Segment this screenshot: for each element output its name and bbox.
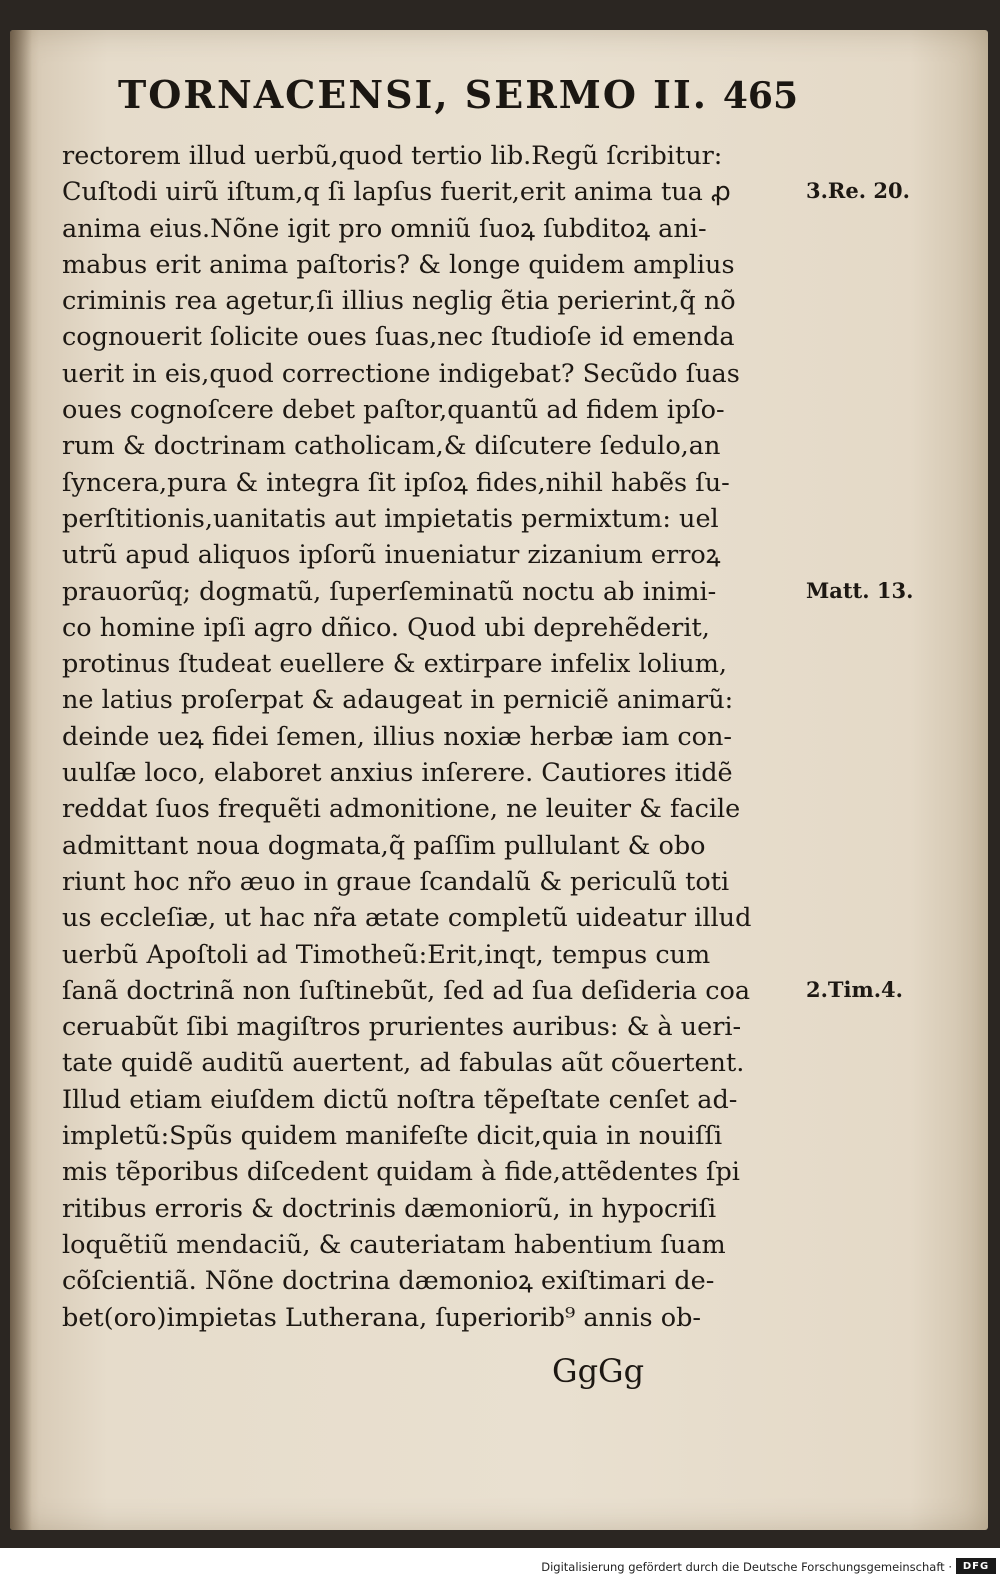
text-line: oues cognoſcere debet paſtor,quantũ ad fidem ipſo- (62, 395, 725, 426)
text-line: us eccleſiæ, ut hac nr̃a ætate completũ uideatur illud (62, 903, 752, 934)
text-line: Cuſtodi uirũ iſtum,q ſi lapſus fuerit,erit anima tua ꝓ (62, 177, 731, 208)
text-line: deinde ueꝝ fidei ſemen, illius noxiæ herbæ iam con- (62, 721, 733, 752)
text-line: perſtitionis,uanitatis aut impietatis permixtum: uel (62, 503, 719, 534)
body-text (62, 138, 802, 1336)
text-line: uerbũ Apoſtoli ad Timotheũ:Erit,inqt, tempus cum (62, 939, 711, 970)
footer-bar (0, 1548, 1000, 1593)
text-line: uerit in eis,quod correctione indigebat? Secũdo ſuas (62, 358, 740, 389)
text-line: prauorũq; dogmatũ, ſuperſeminatũ noctu ab inimi- (62, 576, 717, 607)
text-line: ſyncera,pura & integra ſit ipſoꝝ fides,nihil habẽs ſu- (62, 467, 730, 498)
text-line: rectorem illud uerbũ,quod tertio lib.Regũ ſcribitur: (62, 141, 723, 171)
text-line: ne latius proſerpat & adaugeat in perniciẽ animarũ: (62, 685, 734, 716)
text-line: ritibus erroris & doctrinis dæmoniorũ, in hypocriſi (62, 1193, 717, 1224)
text-line: rum & doctrinam catholicam,& diſcutere ſedulo,an (62, 431, 721, 462)
text-line: criminis rea agetur,ſi illius neglig ẽtia perierint,q̃ nõ (62, 286, 736, 317)
text-line: riunt hoc nr̃o æuo in graue ſcandalũ & periculũ toti (62, 866, 730, 897)
text-line: reddat ſuos frequẽti admonitione, ne leuiter & facile (62, 794, 741, 825)
margin-note: 3.Re. 20. (806, 178, 910, 204)
text-line: protinus ſtudeat euellere & extirpare infelix lolium, (62, 649, 727, 680)
text-line: mabus erit anima paſtoris? & longe quidem amplius (62, 249, 735, 280)
dfg-logo: DFG (956, 1558, 996, 1574)
text-line: ſanã doctrinã non ſuſtinebũt, ſed ad ſua deſideria coa (62, 975, 751, 1006)
text-line: cõſcientiã. Nõne doctrina dæmonioꝝ exiſtimari de- (62, 1266, 715, 1297)
page-number: 465 (722, 75, 798, 117)
text-line: utrũ apud aliquos ipſorũ inueniatur zizanium erroꝝ (62, 540, 721, 571)
text-line: Illud etiam eiuſdem dictũ noſtra tẽpeſtate cenſet ad- (62, 1084, 738, 1115)
margin-note: Matt. 13. (806, 577, 914, 603)
text-line: uulſæ loco, elaboret anxius inſerere. Cautiores itidẽ (62, 758, 733, 789)
page-gutter-shadow (10, 30, 32, 1530)
text-line: co homine ipſi agro dñico. Quod ubi deprehẽderit, (62, 612, 710, 643)
footer-credit: Digitalisierung gefördert durch die Deutsche Forschungsgemeinschaft · (541, 1560, 952, 1574)
text-line: tate quidẽ auditũ auertent, ad fabulas aũt cõuertent. (62, 1048, 745, 1079)
text-line: bet(oro)impietas Lutherana, ſuperiorib⁹ annis ob- (62, 1302, 702, 1333)
margin-note: 2.Tim.4. (806, 976, 903, 1002)
text-line: cognouerit ſolicite oues ſuas,nec ſtudioſe id emenda (62, 322, 735, 353)
text-line: anima eius.Nõne igit pro omniũ ſuoꝝ ſubditoꝝ ani- (62, 213, 707, 244)
text-line: impletũ:Spũs quidem manifeſte dicit,quia in nouiſſi (62, 1121, 723, 1152)
text-line: admittant noua dogmata,q̃ paſſim pullulant & obo (62, 830, 706, 861)
text-line: mis tẽporibus diſcedent quidam à fide,attẽdentes ſpi (62, 1157, 740, 1188)
text-line: ceruabũt ſibi magiſtros prurientes auribus: & à ueri- (62, 1012, 742, 1043)
page-header (118, 72, 798, 132)
signature-mark: GgGg (552, 1352, 645, 1390)
text-line: loquẽtiũ mendaciũ, & cauteriatam habentium ſuam (62, 1229, 726, 1260)
running-head: TORNACENSI, SERMO II. (118, 72, 708, 117)
